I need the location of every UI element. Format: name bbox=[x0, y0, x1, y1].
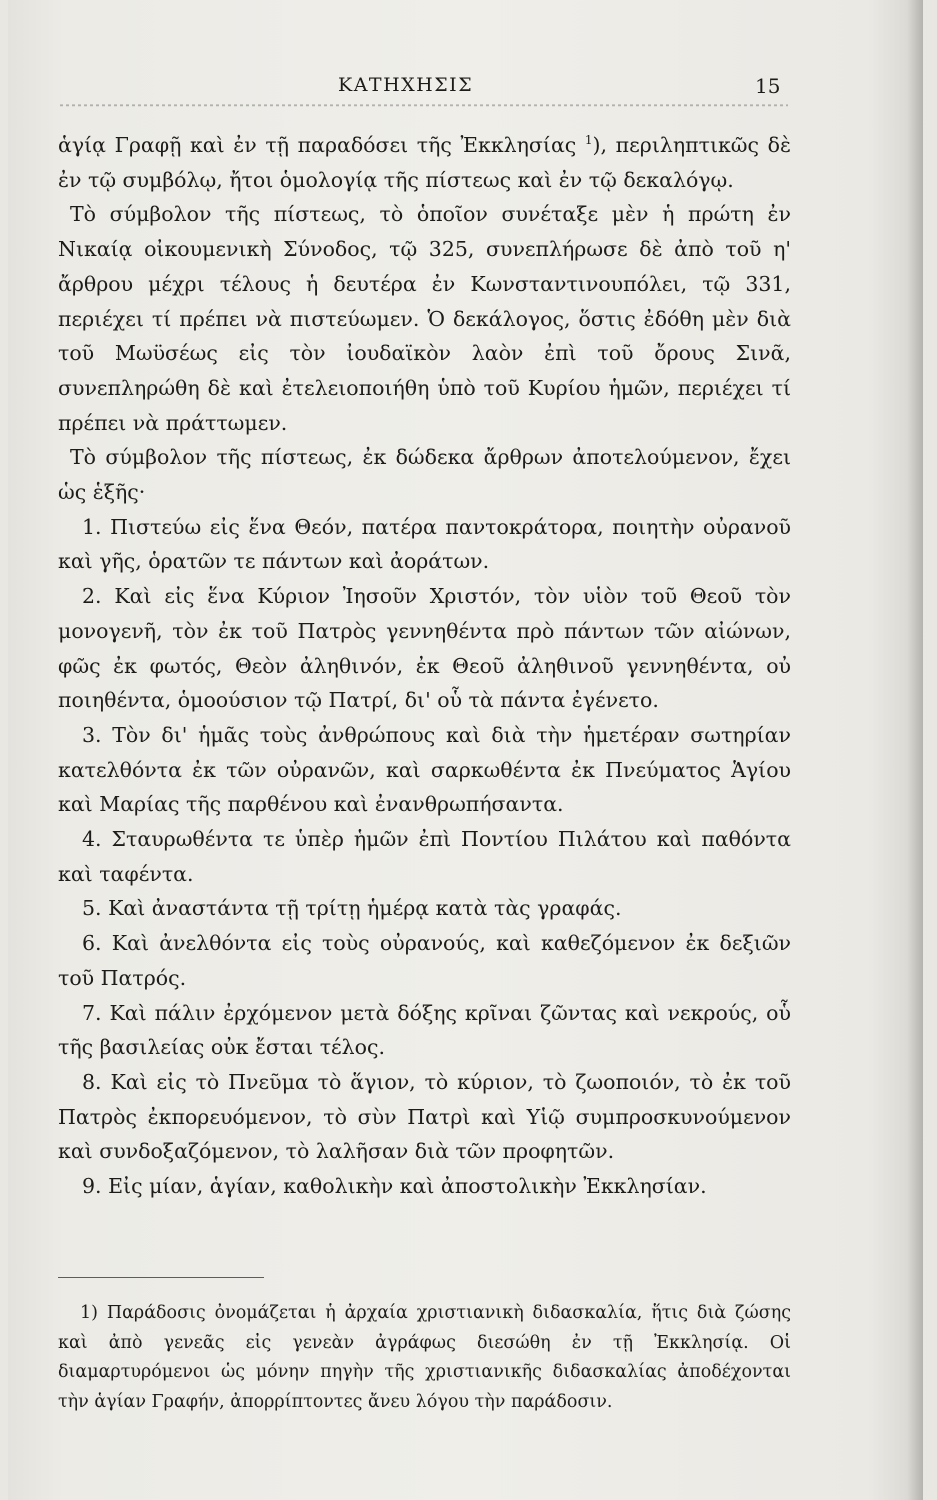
creed-article-6: 6. Καὶ ἀνελθόντα εἰς τοὺς οὐρανούς, καὶ καθεζόμενον ἐκ δεξιῶν τοῦ Πατρός. bbox=[58, 931, 791, 990]
intro-text-end: ), περιληπτικῶς δὲ ἐν τῷ συμβόλῳ, ἤτοι ὁμολογίᾳ τῆς πίστεως καὶ ἐν τῷ δεκαλόγῳ. bbox=[58, 133, 791, 192]
footnote-rule bbox=[58, 1277, 264, 1278]
creed-article-9: 9. Εἰς μίαν, ἁγίαν, καθολικὴν καὶ ἀποστολικὴν Ἐκκλησίαν. bbox=[82, 1174, 707, 1199]
page-header bbox=[0, 74, 937, 104]
creed-article-5: 5. Καὶ ἀναστάντα τῇ τρίτῃ ἡμέρᾳ κατὰ τὰς γραφάς. bbox=[82, 896, 622, 921]
intro-text-start: ἁγίᾳ Γραφῇ καὶ ἐν τῇ παραδόσει τῆς Ἐκκλησίας bbox=[58, 133, 577, 157]
creed-article-8: 8. Καὶ εἰς τὸ Πνεῦμα τὸ ἅγιον, τὸ κύριον, τὸ ζωοποιόν, τὸ ἐκ τοῦ Πατρὸς ἐκπορευόμενον, τὸ σὺν Πατρὶ καὶ Υἱῷ συμπροσκυνούμενον καὶ συνδοξαζόμενον, τὸ λαλῆσαν διὰ τῶν προφητῶν. bbox=[58, 1069, 791, 1164]
page-number: 15 bbox=[755, 74, 781, 98]
body-text bbox=[58, 128, 791, 1204]
creed-article-3: 3. Τὸν δι' ἡμᾶς τοὺς ἀνθρώπους καὶ διὰ τὴν ἡμετέραν σωτηρίαν κατελθόντα ἐκ τῶν οὐρανῶν, καὶ σαρκωθέντα ἐκ Πνεύματος Ἁγίου καὶ Μαρίας τῆς παρθένου καὶ ἐνανθρωπήσαντα. bbox=[58, 722, 791, 817]
footnote-reference: 1 bbox=[584, 133, 593, 148]
creed-article-1: 1. Πιστεύω εἰς ἕνα Θεόν, πατέρα παντοκράτορα, ποιητὴν οὐρανοῦ καὶ γῆς, ὁρατῶν τε πάντων καὶ ἀοράτων. bbox=[58, 514, 791, 574]
intro-paragraph bbox=[58, 128, 791, 197]
paragraph-creed-intro: Τὸ σύμβολον τῆς πίστεως, ἐκ δώδεκα ἄρθρων ἀποτελούμενον, ἔχει ὡς ἑξῆς· bbox=[58, 445, 791, 505]
creed-article-7: 7. Καὶ πάλιν ἐρχόμενον μετὰ δόξης κρῖναι ζῶντας καὶ νεκρούς, οὗ τῆς βασιλείας οὐκ ἔσται τέλος. bbox=[58, 1000, 791, 1060]
creed-article-2: 2. Καὶ εἰς ἕνα Κύριον Ἰησοῦν Χριστόν, τὸν υἱὸν τοῦ Θεοῦ τὸν μονογενῆ, τὸν ἐκ τοῦ Πατρὸς γεννηθέντα πρὸ πάντων τῶν αἰώνων, φῶς ἐκ φωτός, Θεὸν ἀληθινόν, ἐκ Θεοῦ ἀληθινοῦ γεννηθέντα, οὐ ποιηθέντα, ὁμοούσιον τῷ Πατρί, δι' οὗ τὰ πάντα ἐγένετο. bbox=[58, 584, 791, 713]
creed-article-4: 4. Σταυρωθέντα τε ὑπὲρ ἡμῶν ἐπὶ Ποντίου Πιλάτου καὶ παθόντα καὶ ταφέντα. bbox=[58, 827, 791, 886]
footnote: 1) Παράδοσις ὀνομάζεται ἡ ἀρχαία χριστιανικὴ διδασκαλία, ἥτις διὰ ζώσης καὶ ἀπὸ γενεᾶς εἰς γενεὰν ἀγράφως διεσώθη ἐν τῇ Ἐκκλησίᾳ. Οἱ διαμαρτυρόμενοι ὡς μόνην πηγὴν τῆς χριστιανικῆς διδασκαλίας ἀποδέχονται τὴν ἁγίαν Γραφήν, ἀπορρίπτοντες ἄνευ λόγου τὴν παράδοσιν. bbox=[58, 1303, 791, 1412]
running-title: ΚΑΤΗΧΗΣΙΣ bbox=[338, 74, 474, 96]
paragraph-creed-decalogue: Τὸ σύμβολον τῆς πίστεως, τὸ ὁποῖον συνέταξε μὲν ἡ πρώτη ἐν Νικαίᾳ οἰκουμενικὴ Σύνοδος, τῷ 325, συνεπλήρωσε δὲ ἀπὸ τοῦ η' ἄρθρου μέχρι τέλους ἡ δευτέρα ἐν Κωνσταντινουπόλει, τῷ 331, περιέχει τί πρέπει νὰ πιστεύωμεν. Ὁ δεκάλογος, ὅστις ἐδόθη μὲν διὰ τοῦ Μωϋσέως εἰς τὸν ἰουδαϊκὸν λαὸν ἐπὶ τοῦ ὄρους Σινᾶ, συνεπληρώθη δὲ καὶ ἐτελειοποιήθη ὑπὸ τοῦ Κυρίου ἡμῶν, περιέχει τί πρέπει νὰ πράττωμεν. bbox=[58, 202, 791, 435]
page-edge-shadow bbox=[907, 0, 923, 1500]
